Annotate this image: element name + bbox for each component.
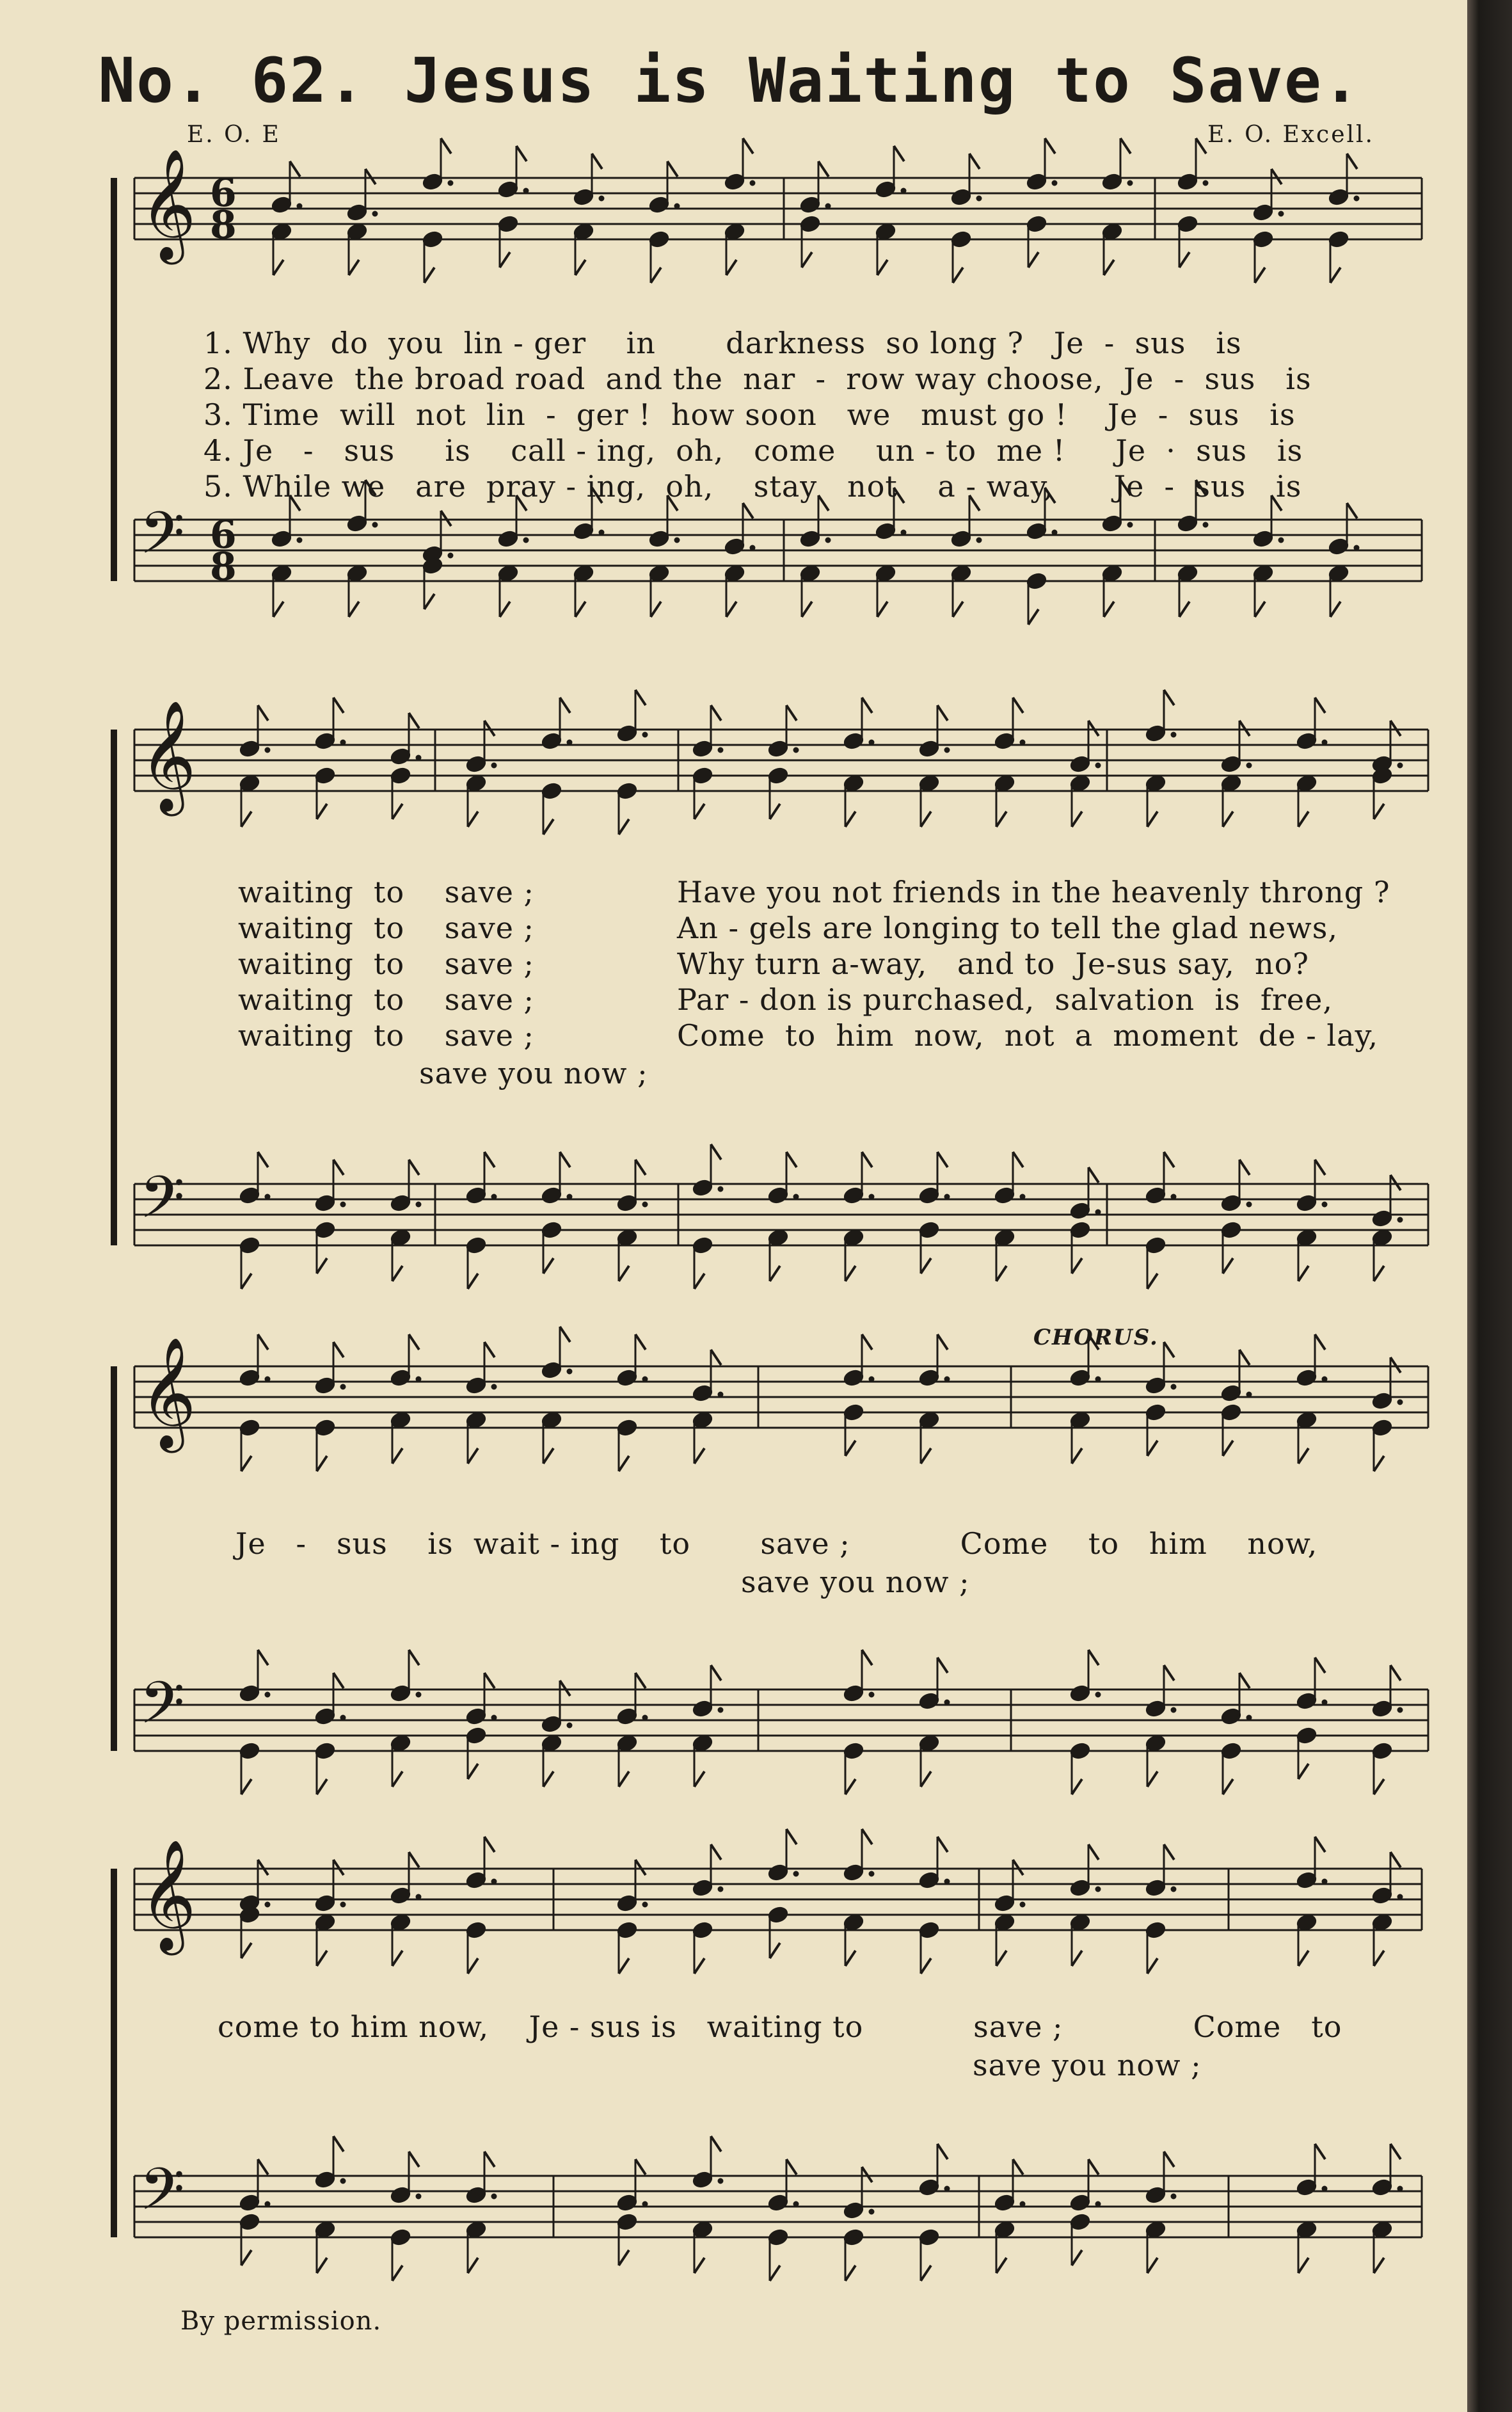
- verse2-right-5: Come to him now, not a moment de - lay,: [677, 1018, 1379, 1053]
- svg-text:𝄞: 𝄞: [139, 1839, 196, 1951]
- chorus-line-1: Je - sus is wait - ing to save ; Come to him now,: [235, 1526, 1318, 1561]
- svg-text:𝄞: 𝄞: [139, 700, 196, 811]
- verse-line-3: 3. Time will not lin - ger ! how soon we must go ! Je - sus is: [203, 397, 1296, 432]
- verse2-right-3: Why turn a-way, and to Je-sus say, no?: [677, 946, 1309, 981]
- verse-line-5: 5. While we are pray - ing, oh, stay not a - way, Je - sus is: [203, 469, 1302, 504]
- svg-text:𝄢: 𝄢: [139, 1163, 185, 1245]
- hymn-title: No. 62. Jesus is Waiting to Save.: [98, 45, 1361, 116]
- echo-save-you-now-1: save you now ;: [419, 1056, 648, 1090]
- svg-text:8: 8: [210, 545, 237, 589]
- permission-note: By permission.: [180, 2306, 382, 2336]
- verse2-right-4: Par - don is purchased, salvation is free,: [677, 982, 1333, 1017]
- svg-text:𝄢: 𝄢: [139, 2155, 185, 2237]
- verse2-right-2: An - gels are longing to tell the glad news,: [677, 911, 1338, 945]
- svg-text:6: 6: [210, 513, 237, 557]
- lyricist-credit: E. O. E: [187, 122, 281, 148]
- verse-line-1: 1. Why do you lin - ger in darkness so long ? Je - sus is: [203, 326, 1242, 360]
- echo-save-you-now-3: save you now ;: [973, 2048, 1202, 2082]
- chorus-line-2: come to him now, Je - sus is waiting to save ; Come to: [218, 2009, 1342, 2044]
- verse2-left-5: waiting to save ;: [238, 1018, 535, 1053]
- verse2-left-2: waiting to save ;: [238, 911, 535, 945]
- svg-text:𝄢: 𝄢: [139, 499, 185, 581]
- verse2-left-1: waiting to save ;: [238, 875, 535, 909]
- chorus-label: CHORUS.: [1033, 1325, 1159, 1350]
- verse2-right-1: Have you not friends in the heavenly throng ?: [677, 875, 1390, 909]
- verse2-left-3: waiting to save ;: [238, 946, 535, 981]
- verse-line-4: 4. Je - sus is call - ing, oh, come un - to me ! Je · sus is: [203, 433, 1303, 468]
- svg-text:𝄞: 𝄞: [139, 148, 196, 260]
- svg-text:𝄞: 𝄞: [139, 1337, 196, 1448]
- verse-line-2: 2. Leave the broad road and the nar - row way choose, Je - sus is: [203, 362, 1312, 396]
- verse2-left-4: waiting to save ;: [238, 982, 535, 1017]
- svg-text:𝄢: 𝄢: [139, 1669, 185, 1751]
- svg-text:6: 6: [210, 171, 237, 216]
- composer-credit: E. O. Excell.: [1207, 122, 1374, 148]
- svg-text:8: 8: [210, 203, 237, 248]
- echo-save-you-now-2: save you now ;: [741, 1565, 970, 1599]
